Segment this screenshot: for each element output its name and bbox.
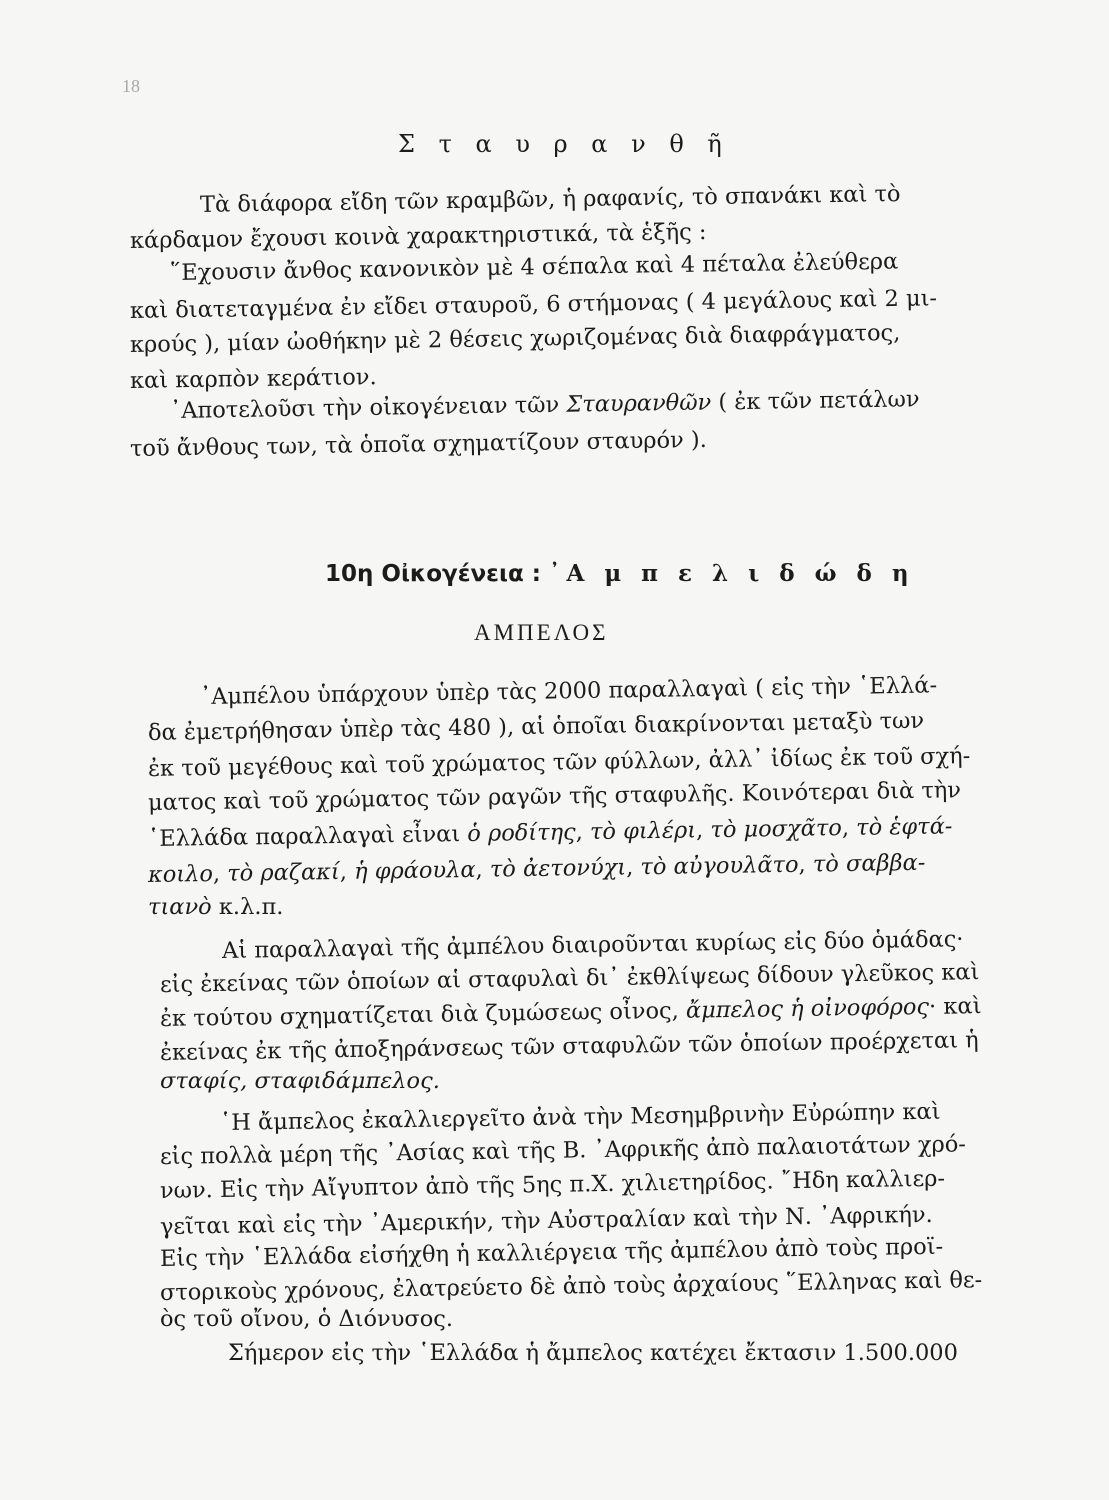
paragraph-line: Αἱ παραλλαγαὶ τῆς ἀμπέλου διαιροῦνται κυρίως εἰς δύο ὁμάδας· <box>221 926 964 964</box>
variety-name: τὸ σαββα- <box>812 849 926 878</box>
paragraph-line: κάρδαμον ἔχουσι κοινὰ χαρακτηριστικά, τὰ ἑξῆς : <box>129 218 707 254</box>
variety-name: τὸ ἀετονύχι <box>489 854 627 883</box>
text-segment: ῾Ελλάδα παραλλαγαὶ εἶναι <box>147 820 468 852</box>
paragraph-line: κρούς ), μίαν ὠοθήκην μὲ 2 θέσεις χωριζομένας διὰ διαφράγματος, <box>129 319 901 358</box>
text-segment: ( ἐκ τῶν πετάλων <box>711 386 920 416</box>
text-segment: · καὶ <box>928 993 982 1020</box>
chapter-label: 10η Οἰκογένεια : <box>325 561 541 587</box>
paragraph-line: ἐκείνας ἐκ τῆς ἀποξηράνσεως τῶν σταφυλῶν τῶν ὁποίων προέρχεται ἡ <box>159 1027 979 1066</box>
text-segment: ᾿Αποτελοῦσι τὴν οἰκογένειαν τῶν <box>169 391 567 424</box>
paragraph-line: κοιλο, τὸ ραζακί, ἡ φράουλα, τὸ ἀετονύχι, τὸ αὐγουλᾶτο, τὸ σαββα- <box>147 849 926 888</box>
paragraph-line: ματος καὶ τοῦ χρώματος τῶν ραγῶν τῆς σταφυλῆς. Κοινότεραι διὰ τὴν <box>147 777 962 816</box>
paragraph-line: γεῖται καὶ εἰς τὴν ᾿Αμερικήν, τὴν Αὐστραλίαν καὶ τὴν Ν. ᾿Αφρικήν. <box>159 1201 933 1240</box>
paragraph-line: ᾿Αμπέλου ὑπάρχουν ὑπὲρ τὰς 2000 παραλλαγαὶ ( εἰς τὴν ῾Ελλά- <box>199 672 938 710</box>
variety-name: τὸ ἑφτά- <box>855 813 953 841</box>
variety-name: τὸ ραζακί <box>227 858 340 887</box>
variety-name: τὸ φιλέρι <box>589 817 697 846</box>
paragraph-line: Σήμερον εἰς τὴν ῾Ελλάδα ἡ ἄμπελος κατέχει ἔκτασιν 1.500.000 <box>228 1340 958 1366</box>
chapter-name: ᾿Α μ π ε λ ι δ ώ δ η <box>548 560 915 587</box>
paragraph-line: εἰς πολλὰ μέρη τῆς ᾿Ασίας καὶ τῆς Β. ᾿Αφρικῆς ἀπὸ παλαιοτάτων χρό- <box>159 1131 967 1170</box>
paragraph-line: καὶ καρπὸν κεράτιον. <box>129 364 377 394</box>
paragraph-line: Εἰς τὴν ῾Ελλάδα εἰσήχθη ἡ καλλιέργεια τῆς ἀμπέλου ἀπὸ τοὺς προϊ- <box>159 1233 944 1272</box>
italic-term: ἄμπελος ἡ οἰνοφόρος <box>685 993 930 1024</box>
variety-name: τιανὸ <box>148 894 212 920</box>
paragraph-line: δα ἐμετρήθησαν ὑπὲρ τὰς 480 ), αἱ ὁποῖαι διακρίνονται μεταξὺ των <box>147 707 925 746</box>
paragraph-line: τοῦ ἄνθους των, τὰ ὁποῖα σχηματίζουν σταυρόν ). <box>129 426 707 462</box>
paragraph-line: ῾Η ἄμπελος ἐκαλλιεργεῖτο ἀνὰ τὴν Μεσημβρινὴν Εὐρώπην καὶ <box>219 1098 941 1136</box>
chapter-heading <box>325 560 915 587</box>
paragraph-line: καὶ διατεταγμένα ἐν εἴδει σταυροῦ, 6 στήμονας ( 4 μεγάλους καὶ 2 μι- <box>129 285 938 324</box>
subsection-title: ΑΜΠΕΛΟΣ <box>474 620 609 645</box>
paragraph-line <box>148 894 1008 920</box>
paragraph-line: ῞Εχουσιν ἄνθος κανονικὸν μὲ 4 σέπαλα καὶ 4 πέταλα ἐλεύθερα <box>169 248 899 286</box>
variety-name: τὸ αὐγουλᾶτο <box>640 851 799 881</box>
variety-name: ἡ φράουλα <box>353 856 476 885</box>
paragraph-line: Τὰ διάφορα εἴδη τῶν κραμβῶν, ἡ ραφανίς, τὸ σπανάκι καὶ τὸ <box>199 180 901 218</box>
paragraph-line <box>160 992 1020 1032</box>
text-segment: κ.λ.π. <box>211 894 284 920</box>
variety-name: τὸ μοσχᾶτο <box>710 815 843 844</box>
paragraph-line: ὸς τοῦ οἴνου, ὁ Διόνυσος. <box>160 1306 454 1332</box>
page-number: 18 <box>122 76 140 96</box>
paragraph-line <box>160 1068 1020 1094</box>
paragraph-line: στορικοὺς χρόνους, ἐλατρεύετο δὲ ἀπὸ τοὺς ἀρχαίους ῞Ελληνας καὶ θε- <box>159 1267 983 1306</box>
italic-term: Σταυρανθῶν <box>566 389 712 418</box>
variety-name: ὁ ροδίτης <box>467 819 576 847</box>
text-segment: ἐκ τούτου σχηματίζεται διὰ ζυμώσεως οἶνος, <box>159 997 687 1032</box>
section-title: Σ τ α υ ρ α ν θ ῆ <box>398 130 730 158</box>
italic-term: σταφίς, σταφιδάμπελος. <box>160 1068 440 1094</box>
paragraph-line: ἐκ τοῦ μεγέθους καὶ τοῦ χρώματος τῶν φύλλων, ἀλλ᾿ ἰδίως ἐκ τοῦ σχή- <box>147 743 971 782</box>
paragraph-line: νων. Εἰς τὴν Αἴγυπτον ἀπὸ τῆς 5ης π.Χ. χιλιετηρίδος. ῎Ηδη καλλιερ- <box>159 1165 946 1204</box>
paragraph-line: εἰς ἐκείνας τῶν ὁποίων αἱ σταφυλαὶ δι᾿ ἐκθλίψεως δίδουν γλεῦκος καὶ <box>159 959 980 998</box>
variety-name: κοιλο <box>147 860 214 888</box>
paragraph-line: ῾Ελλάδα παραλλαγαὶ εἶναι ὁ ροδίτης, τὸ φιλέρι, τὸ μοσχᾶτο, τὸ ἑφτά- <box>147 813 953 852</box>
